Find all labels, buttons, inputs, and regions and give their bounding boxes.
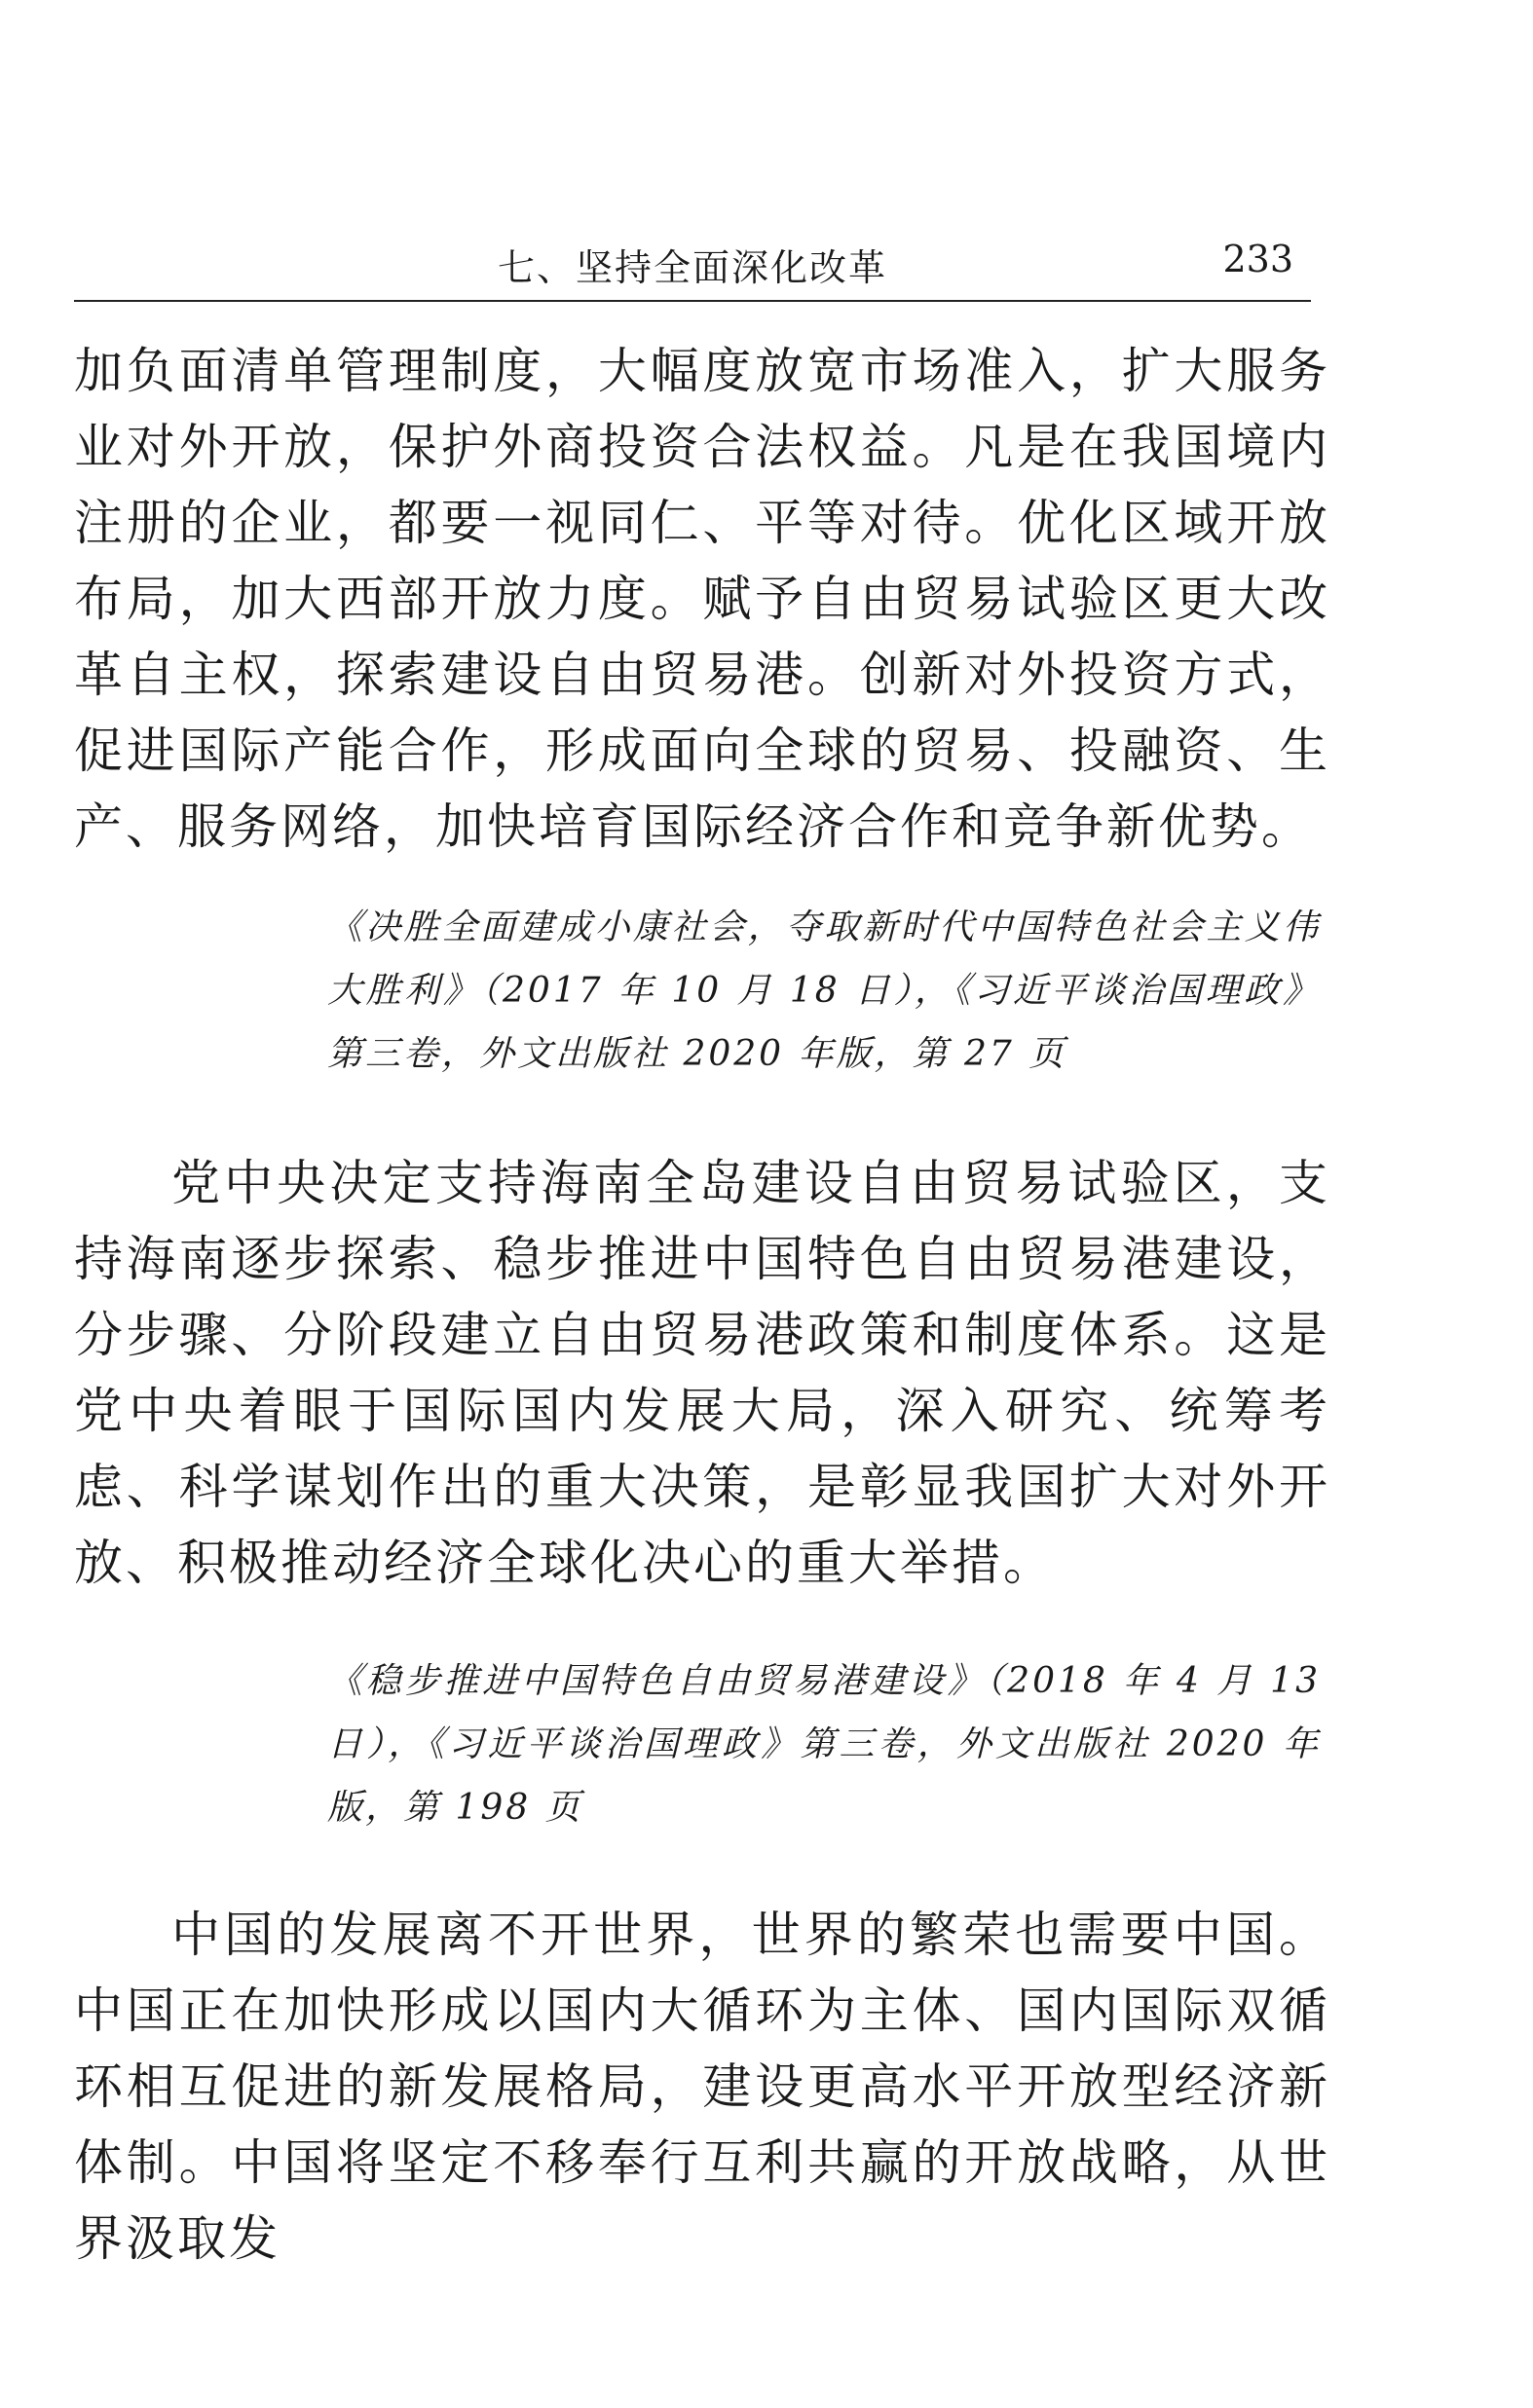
running-header (74, 228, 1311, 302)
body-paragraph: 党中央决定支持海南全岛建设自由贸易试验区，支持海南逐步探索、稳步推进中国特色自由贸易港建设，分步骤、分阶段建立自由贸易港政策和制度体系。这是党中央着眼于国际国内发展大局，深入研究、统筹考虑、科学谋划作出的重大决策，是彰显我国扩大对外开放、积极推动经济全球化决心的重大举措。 (74, 1155, 1330, 1591)
source-citation: 《决胜全面建成小康社会，夺取新时代中国特色社会主义伟大胜利》（2017 年 10 月 18 日），《习近平谈治国理政》第三卷，外文出版社 2020 年版，第 27 页 (327, 908, 1321, 1074)
source-citation: 《稳步推进中国特色自由贸易港建设》（2018 年 4 月 13 日），《习近平谈治国理政》第三卷，外文出版社 2020 年版，第 198 页 (327, 1661, 1321, 1828)
body-paragraph: 中国的发展离不开世界，世界的繁荣也需要中国。中国正在加快形成以国内大循环为主体、国内国际双循环相互促进的新发展格局，建设更高水平开放型经济新体制。中国将坚定不移奉行互利共赢的开放战略，从世界汲取发 (74, 1907, 1330, 2267)
page-number: 233 (1222, 238, 1293, 280)
chapter-title: 七、坚持全面深化改革 (497, 246, 887, 289)
body-paragraph: 加负面清单管理制度，大幅度放宽市场准入，扩大服务业对外开放，保护外商投资合法权益。凡是在我国境内注册的企业，都要一视同仁、平等对待。优化区域开放布局，加大西部开放力度。赋予自由贸易试验区更大改革自主权，探索建设自由贸易港。创新对外投资方式，促进国际产能合作，形成面向全球的贸易、投融资、生产、服务网络，加快培育国际经济合作和竞争新优势。 (74, 343, 1330, 855)
